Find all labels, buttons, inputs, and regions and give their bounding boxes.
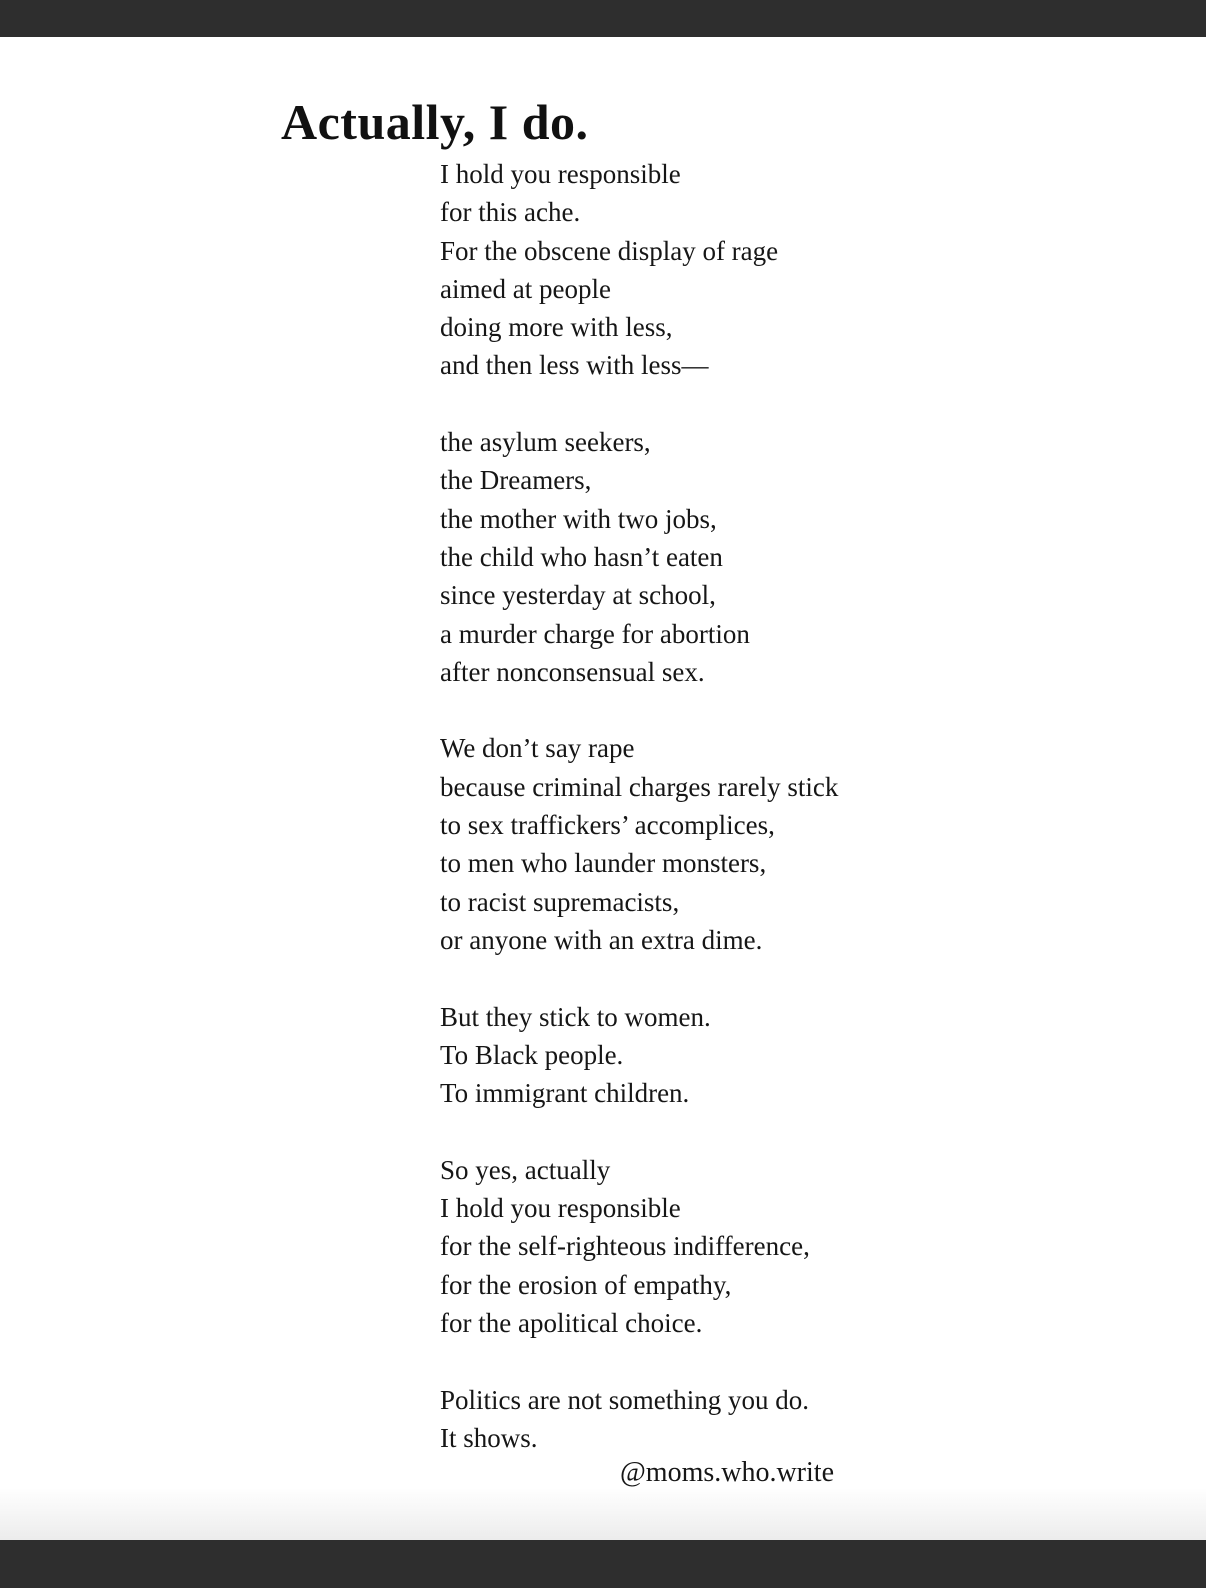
poem-line: So yes, actually	[440, 1154, 611, 1185]
poem-body	[440, 155, 1140, 1457]
poem-line: or anyone with an extra dime.	[440, 924, 763, 955]
poem-line: doing more with less,	[440, 312, 673, 343]
poem-line: for this ache.	[440, 197, 581, 228]
stanza-3	[440, 729, 1140, 959]
poem-line: the Dreamers,	[440, 465, 592, 496]
poem-line: I hold you responsible	[440, 159, 681, 189]
poem-line: to racist supremacists,	[440, 886, 680, 917]
poem-line: aimed at people	[440, 273, 611, 304]
poem-line: after nonconsensual sex.	[440, 656, 705, 687]
poem-line: since yesterday at school,	[440, 580, 716, 611]
stanza-1	[440, 155, 1140, 385]
poem-line: to sex traffickers’ accomplices,	[440, 810, 775, 841]
poem-line: because criminal charges rarely stick	[440, 771, 839, 802]
stanza-6	[440, 1381, 1140, 1458]
poem-line: the child who hasn’t eaten	[440, 541, 723, 572]
stanza-2	[440, 423, 1140, 691]
poem-title: Actually, I do.	[281, 94, 589, 150]
poem-line: To immigrant children.	[440, 1078, 690, 1109]
poem-line: the mother with two jobs,	[440, 503, 717, 534]
poem-line: Politics are not something you do.	[440, 1384, 809, 1415]
poem-line: for the apolitical choice.	[440, 1307, 703, 1338]
bottom-shade	[0, 1488, 1206, 1540]
poem-line: For the obscene display of rage	[440, 235, 779, 266]
poem-line: I hold you responsible	[440, 1193, 681, 1224]
stanza-4	[440, 998, 1140, 1113]
author-handle: @moms.who.write	[620, 1457, 834, 1488]
poem-line: We don’t say rape	[440, 733, 635, 764]
poem-line: To Black people.	[440, 1039, 624, 1070]
poem-line: for the self-righteous indifference,	[440, 1231, 810, 1262]
poem-line: It shows.	[440, 1422, 538, 1453]
poem-line: to men who launder monsters,	[440, 848, 767, 879]
poem-line: a murder charge for abortion	[440, 618, 750, 649]
poem-line: and then less with less—	[440, 350, 709, 381]
poem-line: the asylum seekers,	[440, 427, 651, 458]
stanza-5	[440, 1151, 1140, 1342]
poem-line: for the erosion of empathy,	[440, 1269, 732, 1300]
poem-line: But they stick to women.	[440, 1001, 711, 1032]
bottom-bar	[0, 1540, 1206, 1588]
top-status-bar	[0, 0, 1206, 37]
